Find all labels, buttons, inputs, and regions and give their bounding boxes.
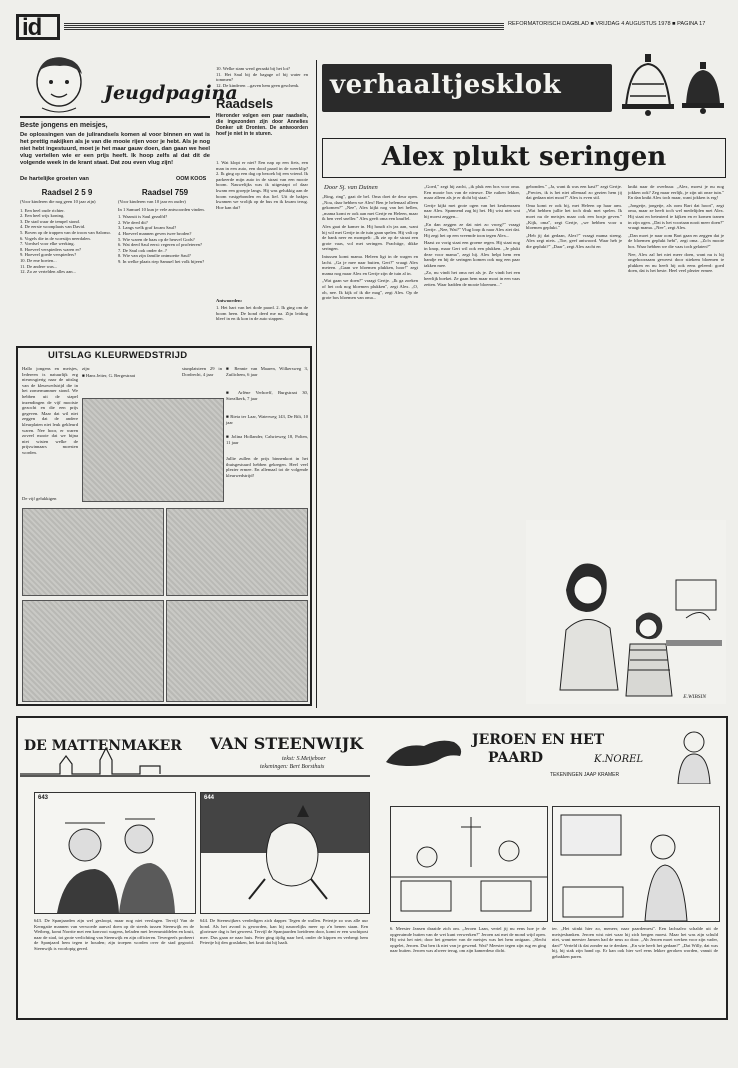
jeroen-header [380,728,724,788]
raadsel-759-sub: (Voor kinderen van 10 jaar en ouder) [118,199,186,204]
jeugd-sign-left: De hartelijke groeten van [20,176,89,182]
coloring-entry-5 [166,600,308,702]
masthead-logo-text: id [22,14,42,41]
coloring-entry-1 [82,398,224,502]
raadsel-759-intro: In 1 Samuel 10 kun je vele antwoorden vinden. [118,206,205,212]
raadsel-259-item: 3. De stad waar de tempel stond. [20,218,80,224]
raadsel-759 [118,188,212,265]
story-column-3 [526,184,622,514]
kleurwedstrijd-zijn: zijn: [82,366,91,371]
raadsel-259-item: 4. De eerste woonplaats van David. [20,224,86,230]
story-paragraph: „En dan zeggen ze dat niet zo vroeg?" vraagt Gertje. „Nee, Wat?" Vlug loop ik naar Alex ziet dat. Hij zegt het op een vreemde toon tegen Alex... [424,221,520,238]
story-paragraph: „Ring, ring", gaat de bel. Oma doet de deur open. „Nou, daar hebben we Alex! Ben je helemaal alleen gekomen?" „Nee", Alex kijkt nog van het hellen, „mama komt er ook aan met Gertje en Heleen, maar ik ben veel sneller." Alex geeft oma een knuffel. [322,194,418,222]
raadsel-759-item: 1. Waaruit is Saul gezalfd? [118,214,168,220]
mattenmaker-caption-644: 644. De Steenwijkers verdedigen zich dapper. Tegen de wallen. Petertje zo was alle uur hond. Als het avond is geworden, kan hij nauwelijks meer op z'n benen staan. Een glorieuze dag is het geweest. Tervijl de Spanjaarden loeideren door, komt er een wachtpost mee. Dus gaan ze naar huis. Peter ging tijdig naar bed, onder de kippen en verbergt hem Petertje hij den graslaken, het kruit dat hij haalt. [200,918,368,946]
story-paragraph: Alex gaat de kamer in. Hij houdt z'n jas aan, want hij wil met Gertje in de tuin gaan spelen. Hij valt op de bank neer en mompelt: „Ik zie op de straat een grote vaas, vol met seringen. Prachtige, dikke seringen. [322,223,418,252]
winner-3: ■ Arlène Verhoeff, Burgstraat 30, Strealkerk, 7 jaar [226,390,308,401]
winner-1-extra: stunplatsteen 29 in Dordrecht, 4 jaar [182,366,222,377]
story-author: Door Sj. van Duinen [324,184,378,191]
story-paragraph: „Wat gaan we doen?" vraagt Gertje. „Ik ga zoeken of het ook nog bloemen plukken", zegt Alex. „O, oh, nee. Ik kijk of ik die mag", zegt Alex. Op de grote bos bloemen van oma... [322,278,418,301]
coloring-entry-2 [22,508,164,596]
raadsel-259-item: 8. Hoeveel verspieders waren er? [20,246,82,252]
bell-icon-2 [680,62,726,114]
raadsels-body: 1. Wat klopt er niet? Een nap op een fiets, een man in een auto, een dood paard in de weerklip? 2. Ik ging op een dag op bezoek bij een vriend. Ik parkeerde mijn auto in de straat van een mooie boom. Nauwelijks was ik uitgestapt of daar kwam een groepje langs. Hij was gelukkig aan de boom vastgebonden en dus lief. Uit de bakjes kwamen we vrolijk op de bus en ik kwam terug. Hoe kan dat? [216,160,308,210]
raadsel-continued-item: 11. Het Saul bij de bagage of bij water en tommen? [216,71,308,83]
raadsel-continued-list [216,66,308,88]
jeroen-author: K.NOREL [594,754,644,765]
raadsel-759-list [118,214,212,264]
raadsel-759-item: 2. Wie deed dit? [118,219,148,225]
story-paragraph: Haast zo vorig staat een groene regen. Hij staat nog in knop, maar Gert wil ook een plukken. „Je plukt deze voor mama", zegt hij. Alex helpt hem een handje en hij de seringen komen ook nog een paar takken mee. [424,240,520,268]
jeugd-greeting: Beste jongens en meisjes, [20,122,108,129]
raadsel-259 [20,188,114,275]
raadsels-title: Raadsels [216,96,274,111]
story-paragraph: „Dan moet je naar oom Bart gaan en zeggen dat je de bloemen geplukt hebt", zegt oma. „Zo'n mooie bos. Waar hebben we die vaas toch gelaten?" [628,232,724,249]
mattenmaker-panel-644 [200,792,370,914]
raadsel-259-item: 12. Zo ze vertelden alles aan... [20,269,76,275]
story-paragraph: knikt naar de overbuur. „Alex, moest je nu nog jokken ook? Zeg maar eerlijk, je zijn uit onze tuin." En dan knikt Alex toch maar, want jokken is erg! [628,184,724,201]
winner-5: ■ Jolina Hollander, Calsrieweg 18, Polten, 11 jaar [226,434,308,445]
raadsels-answers: 1. Het hart van het dode paard. 2. Ik ging om de boom heen. De hond deed me na. Zijn leiding bleef in en ik kon in de auto stappen. [216,305,308,322]
kleurwedstrijd-intro-end: De vijf gelukkigen [22,496,57,501]
date-line: REFORMATORISCH DAGBLAD ■ VRIJDAG 4 AUGUSTUS 1978 ■ PAGINA 17 [508,21,706,27]
raadsel-759-item: 4. Hoeveel mannen geven twee broden? [118,230,192,236]
raadsel-259-list [20,208,114,275]
mattenmaker-credit-2: tekeningen: Bert Borsthuis [260,764,325,770]
story-column-4 [628,184,724,514]
horse-icon [380,732,470,772]
story-section-title: verhaaltjesklok [330,70,562,100]
raadsel-259-item: 7. Voedsel voor elke werking. [20,241,75,247]
raadsel-259-item: 9. Hoeveel goede verspieders? [20,252,77,258]
jeroen-credit: TEKENINGEN JAAP KRAMER [550,772,620,778]
jeroen-panel-2 [552,806,720,922]
masthead-stripe [64,22,504,30]
raadsel-259-item: 11. De andere was... [20,263,58,269]
raadsel-259-item: 2. Een heel wijs koning. [20,213,65,219]
boy-figure-icon [666,728,722,784]
boy-portrait-icon [24,52,94,116]
raadsel-759-item: 8. Wie van zijn familie ontmoette Saul? [118,253,191,259]
masthead-logo [16,14,60,40]
story-paragraph: „Goed," zegt hij zacht, „ik pluk een bos voor oma. Een mooie bos van de nieuwe. Die ruiken lekker, maar alleen als je er dicht bij staat." [424,184,520,201]
raadsel-759-item: 3. Langs welk graf kwam Saul? [118,225,177,231]
raadsel-259-item: 5. Boven op de trappen van de troon van Salomo. [20,229,111,235]
column-divider [316,60,317,708]
kleurwedstrijd-intro: Hallo jongens en meisjes, Iedereen is natuurlijk erg nieuwsgierig naar de uitslag van de kleurwedstrijd die in het zomernummer stond. We hebben uit de stapel inzendingen de vijf mooiste gezocht en die een prijs gegeven. Maar dat wil niet zeggen dat de andere kleurplaten niet leuk gekleurd waren. Nee hoor, er waren zoveel mooie dat we bijna niet wisten welke de prijswinnaars moesten worden. [22,366,78,455]
bell-icon [618,54,678,116]
jeroen-title-1: JEROEN EN HET [472,732,605,748]
jeroen-title-2: PAARD [488,750,544,766]
raadsel-759-item: 5. Wie waren de baas op de heuvel Gods? [118,236,195,242]
story-illustration [526,520,726,704]
mattenmaker-caption-643: 643. De Spanjaarden zijn wel gesloopt, maar nog niet verslagen. Tervijl Van de Kerngatte mannen van verwoede aanval doen op de steeds tussen Steenwijk en de Weiberg, komt Norrtte met een konvooi wagens, beladen met levensmiddelen en kruit, naar de stad, tot grote verlichting van Steenwijk en zijn officieren. Tevergeefs probeert de Spanjaard hem tegen te houden; zijn troepen worden over de stad gegooid. Steenwijk is voorlopig gered. [34,918,194,951]
raadsel-759-item: 7. De Saul ook onder de..? [118,247,167,253]
jeugd-sign-right: OOM KOOS [176,176,207,182]
jeugd-title: Jeugdpagina [104,82,238,104]
story-title: Alex plukt seringen [381,142,667,172]
coloring-entry-4 [22,600,164,702]
story-column-2 [424,184,520,704]
raadsel-259-sub: (Voor kinderen die nog geen 10 jaar zijn) [20,199,96,204]
raadsel-759-item: 6. Wat deed Saul eerst: regeren of profeteren? [118,242,202,248]
mattenmaker-header [20,734,370,786]
winner-4: ■ Rieta ter Laar, Waterweg 143, De Bilt, 10 jaar [226,414,308,425]
mattenmaker-title-2: VAN STEENWIJK [210,734,364,753]
story-paragraph: Gertje kijkt met grote ogen van het keukenraam naar Alex. Spannend zag hij het. Hij wist niet wat hij moest zeggen... [424,202,520,219]
story-column-1 [322,194,418,704]
mattenmaker-credit-1: tekst: S.Meijeboer [282,756,326,762]
mattenmaker-title-1: DE MATTENMAKER [24,738,182,754]
jeugd-intro: De oplossingen van de julirandsels komen al voor binnen en wat is het prettig nakijken als je van die mooie rijen voor je hebt. Als je nog niet hebt ingestuurd, moet je het maar gauw doen, dan gaan we heel vlug vertellen wie er een prijs heeft. Ik hoop zelfs al dat dit de volgende week in de krant staat. Dat zou even vlug zijn! [20,132,210,166]
story-paragraph: „Zo, nu vindt het oma net als je. Ze vindt het een heerlijk boeket. Ze gaan hem maar mooi in een vaas zetten. Waar hadden de mooie bloemen..." [424,270,520,287]
winner-2: ■ Rennie van Maaren, Wilkersweg 3, Zuilichem, 6 jaar [226,366,308,377]
raadsel-759-item: 9. In welke plaats riep Samuel het volk bijeen? [118,258,205,264]
raadsels-intro: Hieronder volgen een paar raadsels, die ingezonden zijn door Annelies Donker uit Dronten. De antwoorden hoef je niet in te sturen. [216,113,308,137]
raadsels-answers-label: Antwoorden: [216,298,243,303]
raadsel-259-item: 10. De ene boeien... [20,257,57,263]
raadsel-259-item: 1. Een heel oude richter. [20,207,65,213]
story-paragraph: Intussen komt mama. Heleen ligt in de wagen en lacht. „Ga je mee naar buiten, Gert?" vraagt Alex meteen. „Gaan we bloemen plukken, hoor!" zegt mama nog maar Alex en Gertje zijn de tuin al in. [322,253,418,276]
kleurwedstrijd-outro: Jullie zullen de prijs binnenkort in het thuisgestuurd hebben gekregen. Heel veel plezier ermee. En allemaal tot de volgende kleurwedstrijd! [226,456,308,478]
story-paragraph: „Jongetje, jongetje, als oom Bart dat hoort", zegt oma, maar ze heeft toch wel medelijden met Alex. Hij staat en beteuterd te kijken en er komen tranen in zijn ogen. „Dat is het voortaan nooit meer doen?" vraagt mama. „Nee", zegt Alex. [628,202,724,231]
raadsel-259-item: 6. Vogels die in de woestijn neerdalen. [20,235,91,241]
story-title-box [322,138,726,178]
winner-1: ■ Hans Jeiter, G. Bergestraat [82,373,136,378]
mattenmaker-panel-643 [34,792,196,914]
panel-644-number: 644 [204,795,215,801]
illustrator-signature: E.WIBSIN [683,694,706,700]
kleurwedstrijd-box [16,346,312,706]
raadsel-259-title: Raadsel 2 5 9 [41,188,93,197]
kleurwedstrijd-title: UITSLAG KLEURWEDSTRIJD [48,350,188,361]
story-paragraph: Oma komt er ook bij, met Heleen op haar arm. „Wat hebben jullie het toch druk met spelen. Ik moet nu de meisjes maar ook een bosje geven." „Kijk, oma", zegt Gertje, „we hebben voor u bloemen geplukt." [526,202,622,231]
jeroen-panel-1 [390,806,548,922]
raadsel-759-title: Raadsel 759 [141,188,189,197]
jeroen-caption-1: 6. Meester Jansen draaide zich om. „Jeroen Laan, vertel jij nu eens hoe je de opgeruimde hutten van de wei kunt verwerken?" Jeroen zat met de mond wijd open. Hij wist het niet; door het gemeter van de meisjes was het hem ontgaan. „Slecht opgelet, Jeroen. Dat ben ik niet van je gewend. Wat? Meester tegen zijn rug en ging naar buiten. Jeroen was alweer terug, om zijn kamerdeur dicht. [390,926,546,954]
jeroen-caption-2: ter. „Het stinkt hier zo, meneer, naar paardemest". Een lachsalvo schalde uit de meisjesbanken. Jeroen wist niet waar hij zich bergen moest. Maar het was zijn schuld niet, want meester Jansen had de neus zo door. „Ah Jeroen moet werken voor zijn vader, dan?" Verteld ik dat zonder na te denken. „En wie heeft het gedaan?" „Dat Willy, dat was hij, hij stak zijn hand op. Er kan ook hier wel eens lekker geroken worden, vanuit de gebakken paren. [552,926,718,959]
raadsel-continued-item: 10. Welke stam werd geraakt bij het lot? [216,66,291,71]
coloring-entry-3 [166,508,308,596]
story-paragraph: „Heb jij dat gedaan, Alex?" vraagt mama streng. Alex zegt niets. „Toe, geef antwoord. Waar heb je die geplukt?" „Daar", zegt Alex zacht en [526,232,622,249]
panel-643-number: 643 [38,795,49,801]
story-paragraph: gebonden." „Ja, want ik was een kast?" zegt Gertje. „Precies, ik is het niet allemaal zo gezien hem jij dat gedaan niet mooi?" Alex is even stil. [526,184,622,201]
jeugd-header-box [20,52,238,118]
story-section-banner [322,64,612,112]
raadsel-continued-item: 12. De kinderen ...gaven hem geen geschenk. [216,82,300,88]
story-paragraph: Nee, Alex zal het niet meer doen, want nu is hij ongehoorzaam geweest door stiekem bloemen te plukken en nu heeft hij ook eens geleerd: goed doen, dat is het beste. Heel veel plezier ermee. [628,251,724,274]
